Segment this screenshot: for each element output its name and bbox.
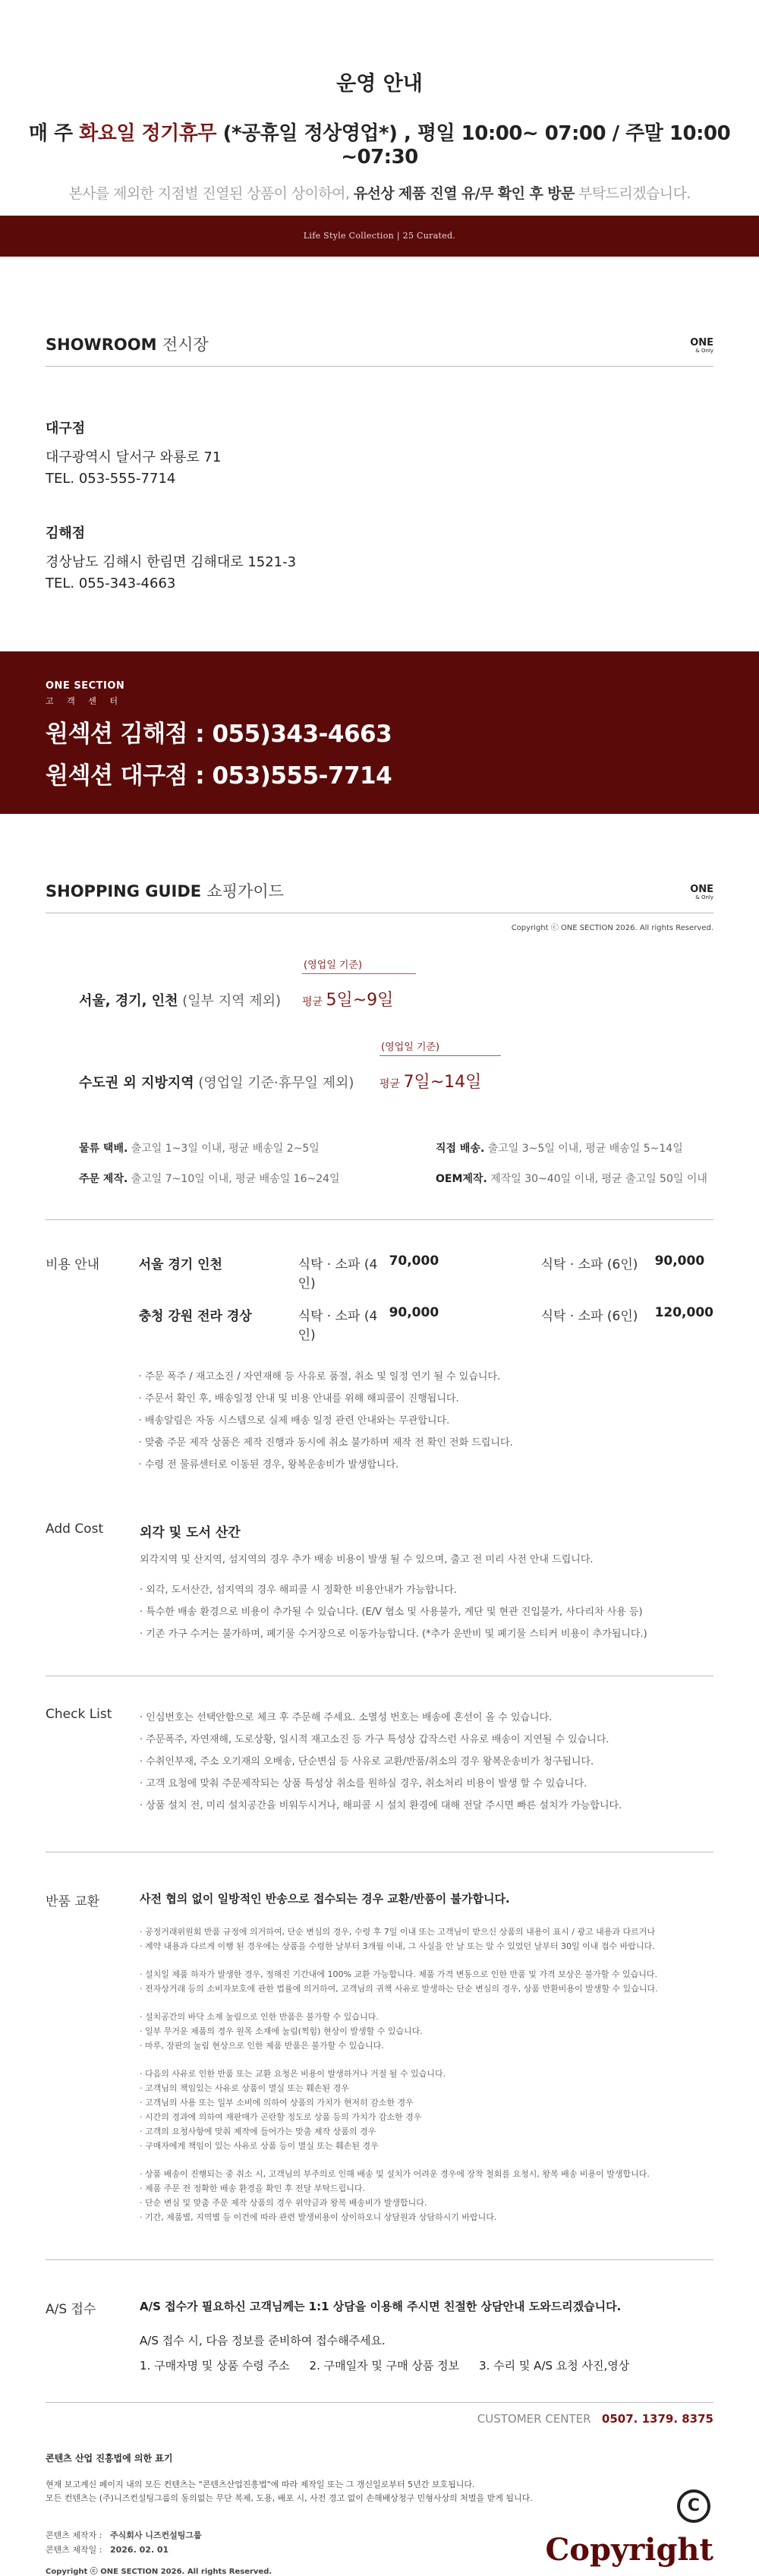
- store-address: 경상남도 김해시 한림면 김해대로 1521-3: [46, 554, 297, 570]
- region-underline: [380, 1055, 501, 1056]
- cost-price: 90,000: [654, 1253, 705, 1269]
- cost-price: 120,000: [654, 1305, 713, 1320]
- section-title: SHOPPING GUIDE 쇼핑가이드: [46, 882, 284, 900]
- copyright-logo: Copyright: [545, 2532, 713, 2568]
- region-tag: (영업일 기준): [381, 1042, 440, 1053]
- brand-logo: ONE & Only: [690, 337, 713, 354]
- cost-item: 식탁 · 소파 (4인): [298, 1257, 378, 1291]
- region-tag: (영업일 기준): [304, 960, 363, 971]
- returns-block: [46, 1890, 713, 2224]
- addcost-notes: · 외각, 도서산간, 섬지역의 경우 해피콜 시 정확한 비용안내가 가능합니다. · 특수한 배송 환경으로 비용이 추가될 수 있습니다. (E/V 협소 및 사용불가, 계단 및 현관 진입불가, 사다리차 사용 등) · 기존 가구 수거는 불가하며, 폐기물 수거장으로 이동가능합니다. (*추가 운반비 및 폐기물 스티커 비용이 추가됩니다.): [140, 1579, 713, 1645]
- store-daegu: [46, 418, 713, 490]
- footer-copyright: Copyright ⓒ ONE SECTION 2026. All rights Reserved.: [46, 2568, 272, 2576]
- cost-price: 70,000: [389, 1253, 439, 1269]
- divider: [46, 1219, 713, 1220]
- addcost-label: Add Cost: [46, 1521, 104, 1537]
- region-delivery-days: 평균 7일~14일: [380, 1073, 482, 1092]
- cost-item: 식탁 · 소파 (4인): [298, 1309, 378, 1343]
- as-block: [46, 2298, 713, 2373]
- region-seoul: [46, 947, 713, 1023]
- shopping-guide-section: [0, 814, 759, 2403]
- cost-price: 90,000: [389, 1305, 439, 1320]
- cost-area: 서울 경기 인천: [138, 1257, 222, 1272]
- store-address: 대구광역시 달서구 와룡로 71: [46, 449, 222, 465]
- section-title: SHOWROOM 전시장: [46, 336, 209, 354]
- region-name: 서울, 경기, 인천 (일부 지역 제외): [79, 993, 282, 1009]
- cs-phone-daegu[interactable]: 원섹션 대구점 : 053)555-7714: [46, 762, 392, 790]
- as-step: 1. 구매자명 및 상품 수령 주소: [140, 2359, 290, 2373]
- ship-item: 물류 택배. 출고일 1~3일 이내, 평균 배송일 2~5일: [79, 1143, 320, 1155]
- customer-service-banner: [0, 651, 759, 814]
- as-steps: [140, 2357, 713, 2373]
- as-label: A/S 접수: [46, 2302, 96, 2317]
- guide-copyright: Copyright ⓒ ONE SECTION 2026. All rights Reserved.: [511, 924, 713, 932]
- footer-head: 콘텐츠 산업 진흥법에 의한 표기: [46, 2453, 173, 2464]
- footer-notice: 모든 컨텐츠는 (주)니즈컨설팅그룹의 동의없는 무단 복제, 도용, 배포 시, 사전 경고 없이 손해배상청구 민형사상의 처벌을 받게 됩니다.: [46, 2493, 533, 2503]
- store-tel[interactable]: TEL. 055-343-4663: [46, 575, 176, 591]
- cost-area: 충청 강원 전라 경상: [138, 1309, 252, 1324]
- footer-maker: 콘텐츠 제작자 : 주식회사 니즈컨설팅그룹: [46, 2530, 202, 2540]
- ship-item: 주문 제작. 출고일 7~10일 이내, 평균 배송일 16~24일: [79, 1173, 340, 1185]
- operation-notice: [0, 0, 759, 216]
- returns-group: · 설치일 제품 하자가 발생한 경우, 정해진 기간내에 100% 교환 가능합니다. 제품 가격 변동으로 인한 반품 및 가격 보상은 불가할 수 있습니다. · 전자상거래 등의 소비자보호에 관한 법률에 의거하여, 고객님의 귀책 사유로 발생하는 단순 변심의 경우, 상품 반환비용이 발생할 수 있습니다.: [140, 1967, 713, 1996]
- store-name: 대구점: [46, 421, 86, 437]
- as-step: 2. 구매일자 및 구매 상품 정보: [309, 2359, 460, 2373]
- notice-title: 운영 안내: [336, 72, 423, 96]
- addcost-sub: 외각지역 및 산지역, 섬지역의 경우 추가 배송 비용이 발생 될 수 있으며, 출고 전 미리 사전 안내 드립니다.: [140, 1554, 594, 1565]
- returns-group: · 상품 배송이 진행되는 중 취소 시, 고객님의 부주의로 인해 배송 및 설치가 어려운 경우에 장착 철회를 요청시, 왕복 배송 비용이 발생합니다. · 제품 주문 전 정확한 배송 환경을 확인 후 전달 부탁드립니다. · 단순 변심 및 맞춤 주문 제작 상품의 경우 위약금과 왕복 배송비가 발생합니다. · 기간, 제품별, 지역별 등 이건에 따라 관련 발생비용이 상이하오니 상담원과 상담하시기 바랍니다.: [140, 2167, 713, 2224]
- checklist-label: Check List: [46, 1707, 112, 1722]
- ship-item: OEM제작. 제작일 30~40일 이내, 평균 출고일 50일 이내: [436, 1173, 707, 1185]
- cost-table: [139, 1253, 713, 1343]
- shipping-methods: [46, 1140, 713, 1186]
- cs-brand: ONE SECTION: [46, 680, 125, 692]
- returns-label: 반품 교환: [46, 1894, 100, 1909]
- business-hours: 매 주 화요일 정기휴무 (*공휴일 정상영업*) , 평일 10:00~ 07:00 / 주말 10:00 ~07:30: [28, 122, 731, 169]
- footer-date: 콘텐츠 제작일 : 2026. 02. 01: [46, 2545, 169, 2555]
- region-underline: [302, 973, 416, 974]
- closed-day: 화요일 정기휴무: [79, 122, 217, 145]
- region-name: 수도권 외 지방지역 (영업일 기준·휴무일 제외): [79, 1075, 354, 1091]
- divider: [46, 2259, 713, 2260]
- store-name: 김해점: [46, 525, 86, 541]
- store-tel[interactable]: TEL. 053-555-7714: [46, 471, 176, 487]
- returns-group: · 다음의 사유로 인한 반품 또는 교환 요청은 비용이 발생하거나 거절 될 수 있습니다. · 고객님의 책임있는 사유로 상품이 멸실 또는 훼손된 경우 · 고객님의 사용 또는 일부 소비에 의하여 상품의 가치가 현저히 감소한 경우 · 시간의 경과에 의하여 재판매가 곤란할 정도로 상품 등의 가치가 감소한 경우 · 고객의 요청사항에 맞춰 제작에 들어가는 맞춤 제작 상품의 경우 · 구매자에게 책임이 있는 사유로 상품 등이 멸실 또는 훼손된 경우: [140, 2067, 713, 2153]
- cs-label: 고 객 센 터: [46, 696, 123, 706]
- checklist-block: [46, 1707, 713, 1817]
- as-line1: A/S 접수가 필요하신 고객님께는 1:1 상담을 이용해 주시면 친절한 상담안내 도와드리겠습니다.: [140, 2300, 622, 2313]
- region-local: [46, 1029, 713, 1105]
- copyright-icon: C: [677, 2489, 710, 2523]
- guide-header: [46, 879, 713, 913]
- returns-group: · 공정거래위원회 반품 규정에 의거하여, 단순 변심의 경우, 수령 후 7일 이내 또는 고객님이 받으신 상품의 내용이 표시 / 광고 내용과 다르거나 · 계약 내용과 다르게 이행 된 경우에는 상품을 수령한 날부터 3개월 이내, 그 사실을 안 날 또는 알 수 있었던 날부터 30일 이내 접수 바랍니다.: [140, 1925, 713, 1953]
- divider: [46, 2402, 713, 2403]
- notice-sub: 본사를 제외한 지점별 진열된 상품이 상이하여, 유선상 제품 진열 유/무 확인 후 방문 부탁드리겠습니다.: [68, 185, 691, 202]
- cost-label: 비용 안내: [46, 1257, 100, 1272]
- customer-center: CUSTOMER CENTER 0507. 1379. 8375: [477, 2412, 713, 2426]
- region-delivery-days: 평균 5일~9일: [302, 991, 394, 1010]
- store-gimhae: [46, 523, 713, 594]
- footer-notice: 현재 보고계신 페이지 내의 모든 컨텐츠는 "콘텐츠산업진흥법"에 따라 제작일 또는 그 갱신일로부터 5년간 보호됩니다.: [46, 2480, 475, 2489]
- returns-group: · 설치공간의 바닥 소재 눌림으로 인한 반품은 불가할 수 있습니다. · 일부 무거운 제품의 경우 원목 소재에 눌림(찍힘) 현상이 발생할 수 있습니다. · 마루, 장판의 눌림 현상으로 인한 제품 반품은 불가할 수 있습니다.: [140, 2010, 713, 2053]
- addcost-block: [46, 1521, 713, 1645]
- cost-notes: · 주문 폭주 / 재고소진 / 자연재해 등 사유로 품절, 취소 및 일정 연기 될 수 있습니다. · 주문서 확인 후, 배송일정 안내 및 비용 안내를 위해 해피콜이 진행됩니다. · 배송알림은 자동 시스템으로 실제 배송 일정 관련 안내와는 무관합니다. · 맞춤 주문 제작 상품은 제작 진행과 동시에 취소 불가하며 제작 전 확인 전화 드립니다. · 수령 전 물류센터로 이동된 경우, 왕복운송비가 발생합니다.: [139, 1366, 713, 1476]
- as-line2: A/S 접수 시, 다음 정보를 준비하여 접수해주세요.: [140, 2334, 386, 2347]
- showroom-header: [46, 333, 713, 367]
- checklist-notes: · 인심번호는 선택안함으로 체크 후 주문해 주세요. 소멸성 번호는 배송에 혼선이 올 수 있습니다. · 주문폭주, 자연재해, 도로상황, 일시적 재고소진 등 가구 특성상 갑작스런 사유로 배송이 지연될 수 있습니다. · 수취인부재, 주소 오기재의 오배송, 단순변심 등 사유로 교환/반품/취소의 경우 왕복운송비가 청구됩니다. · 고객 요청에 맞춰 주문제작되는 상품 특성상 취소를 원하실 경우, 취소처리 비용이 발생 할 수 있습니다. · 상품 설치 전, 미리 설치공간을 비워두시거나, 해피콜 시 설치 환경에 대해 전달 주시면 빠른 설치가 가능합니다.: [140, 1707, 713, 1817]
- cost-item: 식탁 · 소파 (6인): [540, 1257, 638, 1272]
- brand-logo: ONE & Only: [690, 884, 713, 900]
- cs-phone-gimhae[interactable]: 원섹션 김해점 : 055)343-4663: [46, 720, 392, 748]
- ship-item: 직접 배송. 출고일 3~5일 이내, 평균 배송일 5~14일: [436, 1143, 683, 1155]
- cost-block: [46, 1253, 713, 1476]
- showroom-section: [0, 257, 759, 594]
- returns-head: 사전 협의 없이 일방적인 반송으로 접수되는 경우 교환/반품이 불가합니다.: [140, 1892, 510, 1906]
- collection-banner: Life Style Collection | 25 Curated.: [0, 216, 759, 257]
- addcost-head: 외각 및 도서 산간: [140, 1525, 241, 1540]
- as-step: 3. 수리 및 A/S 요청 사진,영상: [479, 2359, 630, 2373]
- customer-center-number[interactable]: 0507. 1379. 8375: [601, 2412, 713, 2426]
- cost-item: 식탁 · 소파 (6인): [540, 1309, 638, 1324]
- footer: [0, 2451, 759, 2576]
